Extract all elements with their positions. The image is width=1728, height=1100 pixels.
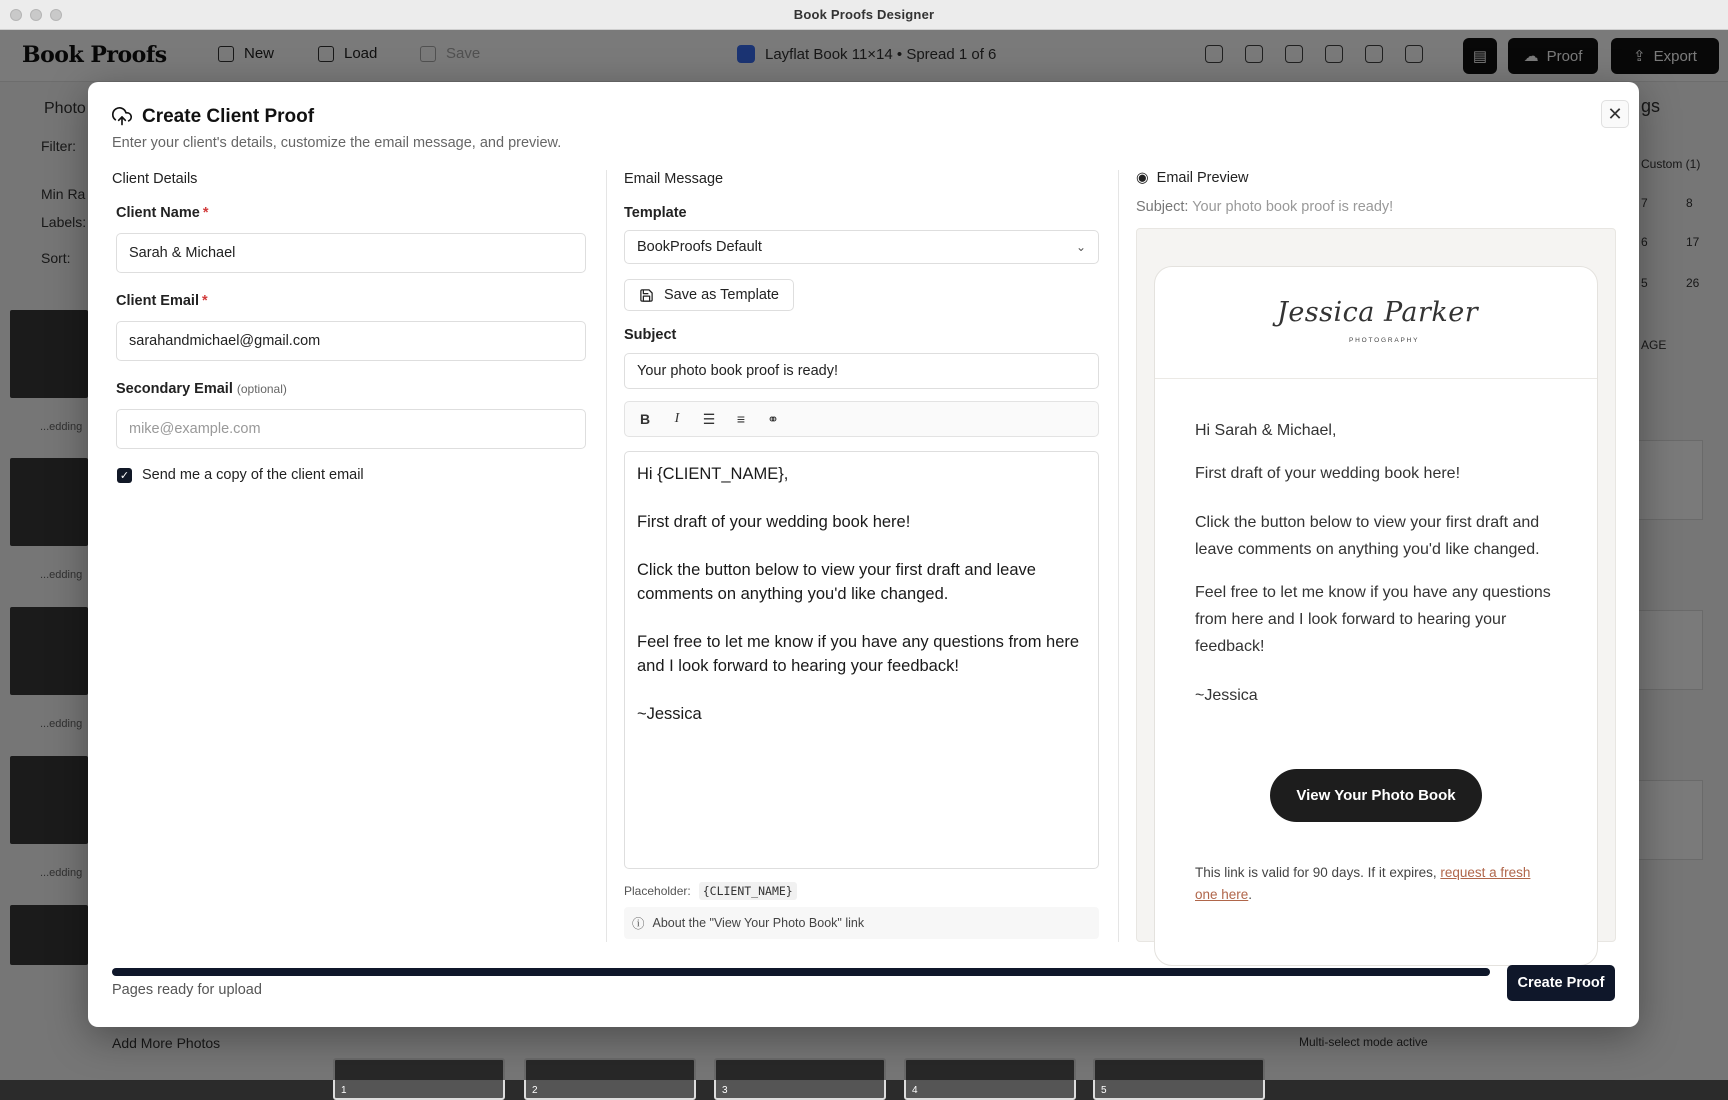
placeholder-token: {CLIENT_NAME}	[699, 882, 797, 900]
link-icon[interactable]: ⚭	[767, 410, 779, 427]
checkmark-icon[interactable]: ✓	[117, 468, 132, 483]
email-preview-body	[1195, 417, 1565, 725]
subject-input[interactable]	[624, 353, 1099, 389]
column-divider	[1118, 170, 1119, 942]
email-body-editor[interactable]	[624, 451, 1099, 869]
numbered-list-icon[interactable]: ≡	[736, 411, 746, 427]
preview-paragraph: First draft of your wedding book here!	[1195, 465, 1461, 482]
save-icon	[639, 288, 654, 303]
required-marker: *	[202, 205, 209, 221]
window-title: Book Proofs Designer	[793, 7, 935, 22]
zoom-window-button[interactable]	[50, 9, 62, 21]
create-client-proof-dialog	[88, 82, 1639, 1027]
client-email-label: Client Email *	[116, 293, 208, 309]
client-email-input[interactable]	[116, 321, 586, 361]
filmstrip-spread[interactable]: 5	[1093, 1058, 1265, 1100]
preview-subject: Subject: Your photo book proof is ready!	[1136, 199, 1394, 215]
required-marker: *	[202, 293, 208, 309]
bullet-list-icon[interactable]: ☰	[702, 410, 716, 427]
link-validity-note: This link is valid for 90 days. If it expires, request a fresh one here.	[1195, 865, 1531, 902]
close-window-button[interactable]	[10, 9, 22, 21]
upload-progress-fill	[112, 968, 1490, 976]
info-icon: ⓘ	[632, 917, 645, 931]
editor-paragraph: Feel free to let me know if you have any questions from here and I look forward to hearing your feedback!	[637, 633, 1080, 675]
eye-icon: ◉	[1136, 170, 1149, 186]
client-details-heading: Client Details	[112, 171, 198, 187]
cloud-upload-icon	[112, 107, 132, 127]
create-proof-button[interactable]: Create Proof	[1507, 965, 1615, 1001]
window-titlebar	[0, 0, 1728, 30]
photographer-logo: Jessica Parker	[1277, 297, 1479, 328]
about-link-disclosure[interactable]: ⓘ About the "View Your Photo Book" link	[624, 907, 1099, 939]
save-as-template-button[interactable]: Save as Template	[624, 279, 794, 311]
minimize-window-button[interactable]	[30, 9, 42, 21]
placeholder-hint: Placeholder: {CLIENT_NAME}	[624, 882, 797, 900]
client-name-input[interactable]	[116, 233, 586, 273]
template-label: Template	[624, 205, 687, 221]
email-preview-heading: ◉ Email Preview	[1136, 170, 1249, 186]
logo-subtitle: PHOTOGRAPHY	[1349, 337, 1420, 344]
preview-paragraph: Hi Sarah & Michael,	[1195, 422, 1337, 439]
formatting-toolbar	[624, 401, 1099, 437]
filmstrip-spread[interactable]: 1	[333, 1058, 505, 1100]
preview-paragraph: ~Jessica	[1195, 687, 1258, 704]
editor-paragraph: Hi {CLIENT_NAME},	[637, 465, 789, 483]
dialog-title: Create Client Proof	[112, 106, 314, 128]
email-logo-header	[1155, 267, 1597, 379]
editor-paragraph: Click the button below to view your first draft and leave comments on anything you'd like changed.	[637, 561, 1036, 603]
email-message-heading: Email Message	[624, 171, 724, 187]
upload-status-text: Pages ready for upload	[112, 982, 262, 998]
filmstrip-spread[interactable]: 3	[714, 1058, 886, 1100]
close-icon: ✕	[1607, 103, 1623, 124]
send-copy-checkbox[interactable]: ✓ Send me a copy of the client email	[117, 467, 364, 483]
editor-paragraph: ~Jessica	[637, 705, 702, 723]
bold-icon[interactable]: B	[639, 411, 651, 427]
filmstrip-spread[interactable]: 2	[524, 1058, 696, 1100]
dialog-subtitle: Enter your client's details, customize the email message, and preview.	[112, 135, 562, 151]
chevron-down-icon: ⌄	[1075, 240, 1086, 254]
italic-icon[interactable]: I	[674, 411, 680, 426]
column-divider	[606, 170, 607, 942]
email-card	[1154, 266, 1598, 966]
window-controls[interactable]	[10, 9, 62, 21]
secondary-email-input[interactable]	[116, 409, 586, 449]
close-dialog-button[interactable]	[1601, 100, 1629, 128]
client-name-label: Client Name *	[116, 205, 209, 221]
secondary-email-label: Secondary Email (optional)	[116, 381, 287, 397]
email-preview-frame	[1136, 228, 1616, 942]
preview-paragraph: Feel free to let me know if you have any questions from here and I look forward to hearing your feedback!	[1195, 584, 1551, 655]
filmstrip-spread[interactable]: 4	[904, 1058, 1076, 1100]
view-photo-book-button[interactable]: View Your Photo Book	[1270, 769, 1482, 822]
subject-label: Subject	[624, 327, 677, 343]
editor-paragraph: First draft of your wedding book here!	[637, 513, 911, 531]
request-fresh-link[interactable]: request a fresh one here	[1195, 865, 1531, 902]
upload-progress-bar	[112, 968, 1490, 976]
template-select[interactable]: BookProofs Default ⌄	[624, 230, 1099, 264]
preview-paragraph: Click the button below to view your first draft and leave comments on anything you'd like changed.	[1195, 514, 1540, 558]
